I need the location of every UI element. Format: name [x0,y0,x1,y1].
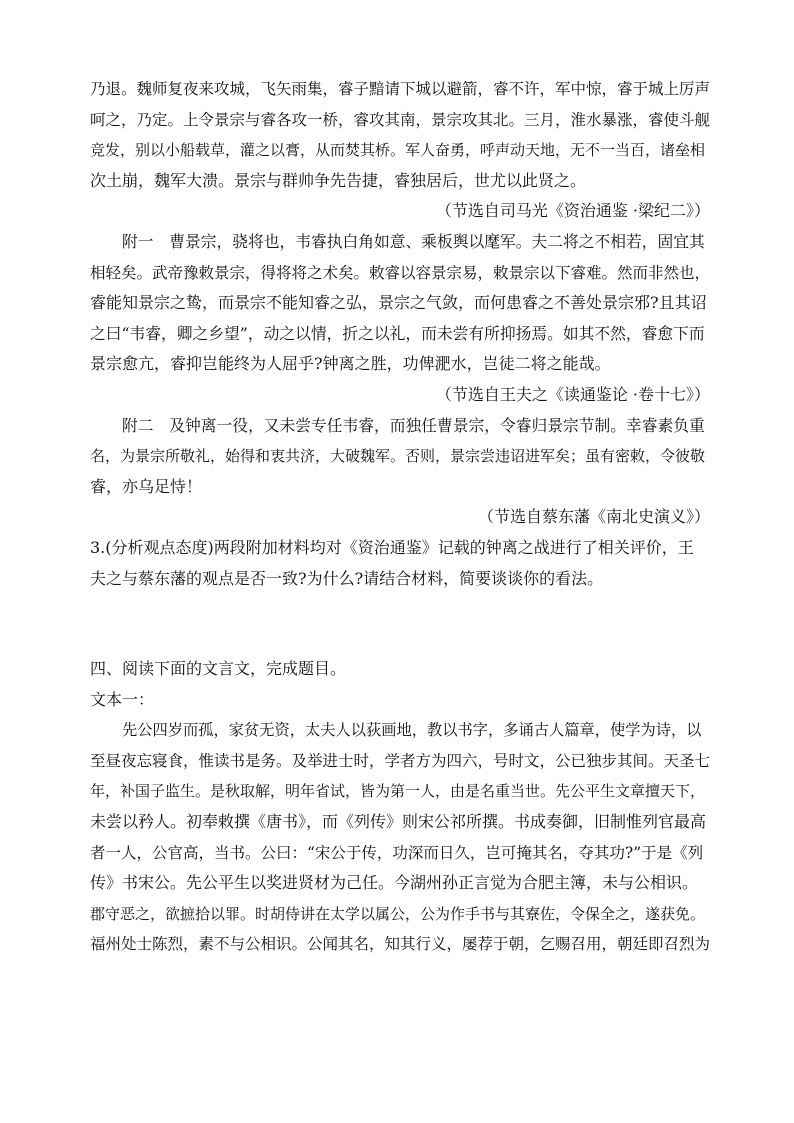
text-line: 相轻矣。武帝豫敕景宗，得将将之术矣。敕睿以容景宗易，敕景宗以下睿难。然而非然也， [90,263,711,282]
text-line: 附一 曹景宗，骁将也，韦睿执白角如意、乘板舆以麾军。夫二将之不相若，固宜其 [122,231,705,251]
passage-continued [90,74,710,196]
text-line: 3.(分析观点态度)两段附加材料均对《资治通鉴》记载的钟离之战进行了相关评价，王 [90,537,694,557]
text-line: 年，补国子监生。是秋取解，明年省试，皆为第一人，由是名重当世。先公平生文章擅天下， [90,782,706,801]
text-line: 次土崩，魏军大溃。景宗与群帅争先告捷，睿独居后，世尤以此贤之。 [90,170,587,190]
text-line: 至昼夜忘寝食，惟读书是务。及举进士时，学者方为四六，号时文，公已独步其间。天圣七 [90,751,711,770]
text-1-body [90,715,710,960]
section-4-heading: 四、阅读下面的文言文，完成题目。 [90,659,347,679]
text-line: 之曰“韦睿，卿之乡望”，动之以情，折之以礼，而未尝有所抑扬焉。如其不然，睿愈下而 [90,323,705,343]
text-line: 睿，亦乌足恃！ [90,476,203,496]
source-citation-3: （节选自蔡东藩《南北史演义》） [477,507,710,527]
text-line: 福州处士陈烈，素不与公相识。公闻其名，知其行义，屡荐于朝，乞赐召用，朝廷即召烈为 [90,935,711,954]
text-line: 夫之与蔡东藩的观点是否一致?为什么?请结合材料，简要谈谈你的看法。 [90,568,604,588]
text-line: 先公四岁而孤，家贫无资，太夫人以荻画地，教以书字，多诵古人篇章，使学为诗，以 [122,721,702,740]
appendix-2 [90,411,710,503]
text-line: 未尝以矜人。初奉敕撰《唐书》，而《列传》则宋公祁所撰。书成奏御，旧制惟列官最高 [90,812,707,832]
text-line: 郡守恶之，欲摭拾以罪。时胡侍讲在太学以属公，公为作手书与其寮佐，令保全之，遂获免。 [90,904,706,923]
text-line: 传》书宋公。先公平生以奖进贤材为己任。今湖州孙正言觉为合肥主簿，未与公相识。 [90,873,699,893]
source-citation-2: （节选自王夫之《读通鉴论 ·卷十七》） [435,384,710,404]
text-line: 名，为景宗所敬礼，始得和衷共济，大破魏军。否则，景宗尝违诏进军矣；虽有密敕，令彼敬 [90,447,706,466]
text-label: 文本一： [90,689,155,709]
source-citation-1: （节选自司马光《资治通鉴 ·梁纪二》） [435,201,710,221]
text-line: 呵之，乃定。上令景宗与睿各攻一桥，睿攻其南，景宗攻其北。三月，淮水暴涨，睿使斗舰 [90,110,711,129]
text-line: 睿能知景宗之鸷，而景宗不能知睿之弘，景宗之气敛，而何患睿之不善处景宗邪?且其诏 [90,293,707,313]
text-line: 景宗愈亢，睿抑岂能终为人屈乎?钟离之胜，功俾淝水，岂徒二将之能哉。 [90,354,611,374]
appendix-1 [90,227,710,380]
spacer [90,594,710,654]
question-3 [90,533,710,594]
document-content [90,74,710,960]
text-line: 者一人，公官高，当书。公曰：“宋公于传，功深而日久，岂可掩其名，夺其功?”于是《列 [90,843,704,862]
text-line: 附二 及钟离一役，又未尝专任韦睿，而独任曹景宗，令睿归景宗节制。幸睿素负重 [122,415,705,435]
text-line: 乃退。魏师复夜来攻城，飞矢雨集，睿子黯请下城以避箭，睿不许，军中惊，睿于城上厉声 [90,80,711,98]
text-line: 竞发，别以小船载草，灌之以膏，从而焚其桥。军人奋勇，呼声动天地，无不一当百，诸垒相 [90,141,706,160]
